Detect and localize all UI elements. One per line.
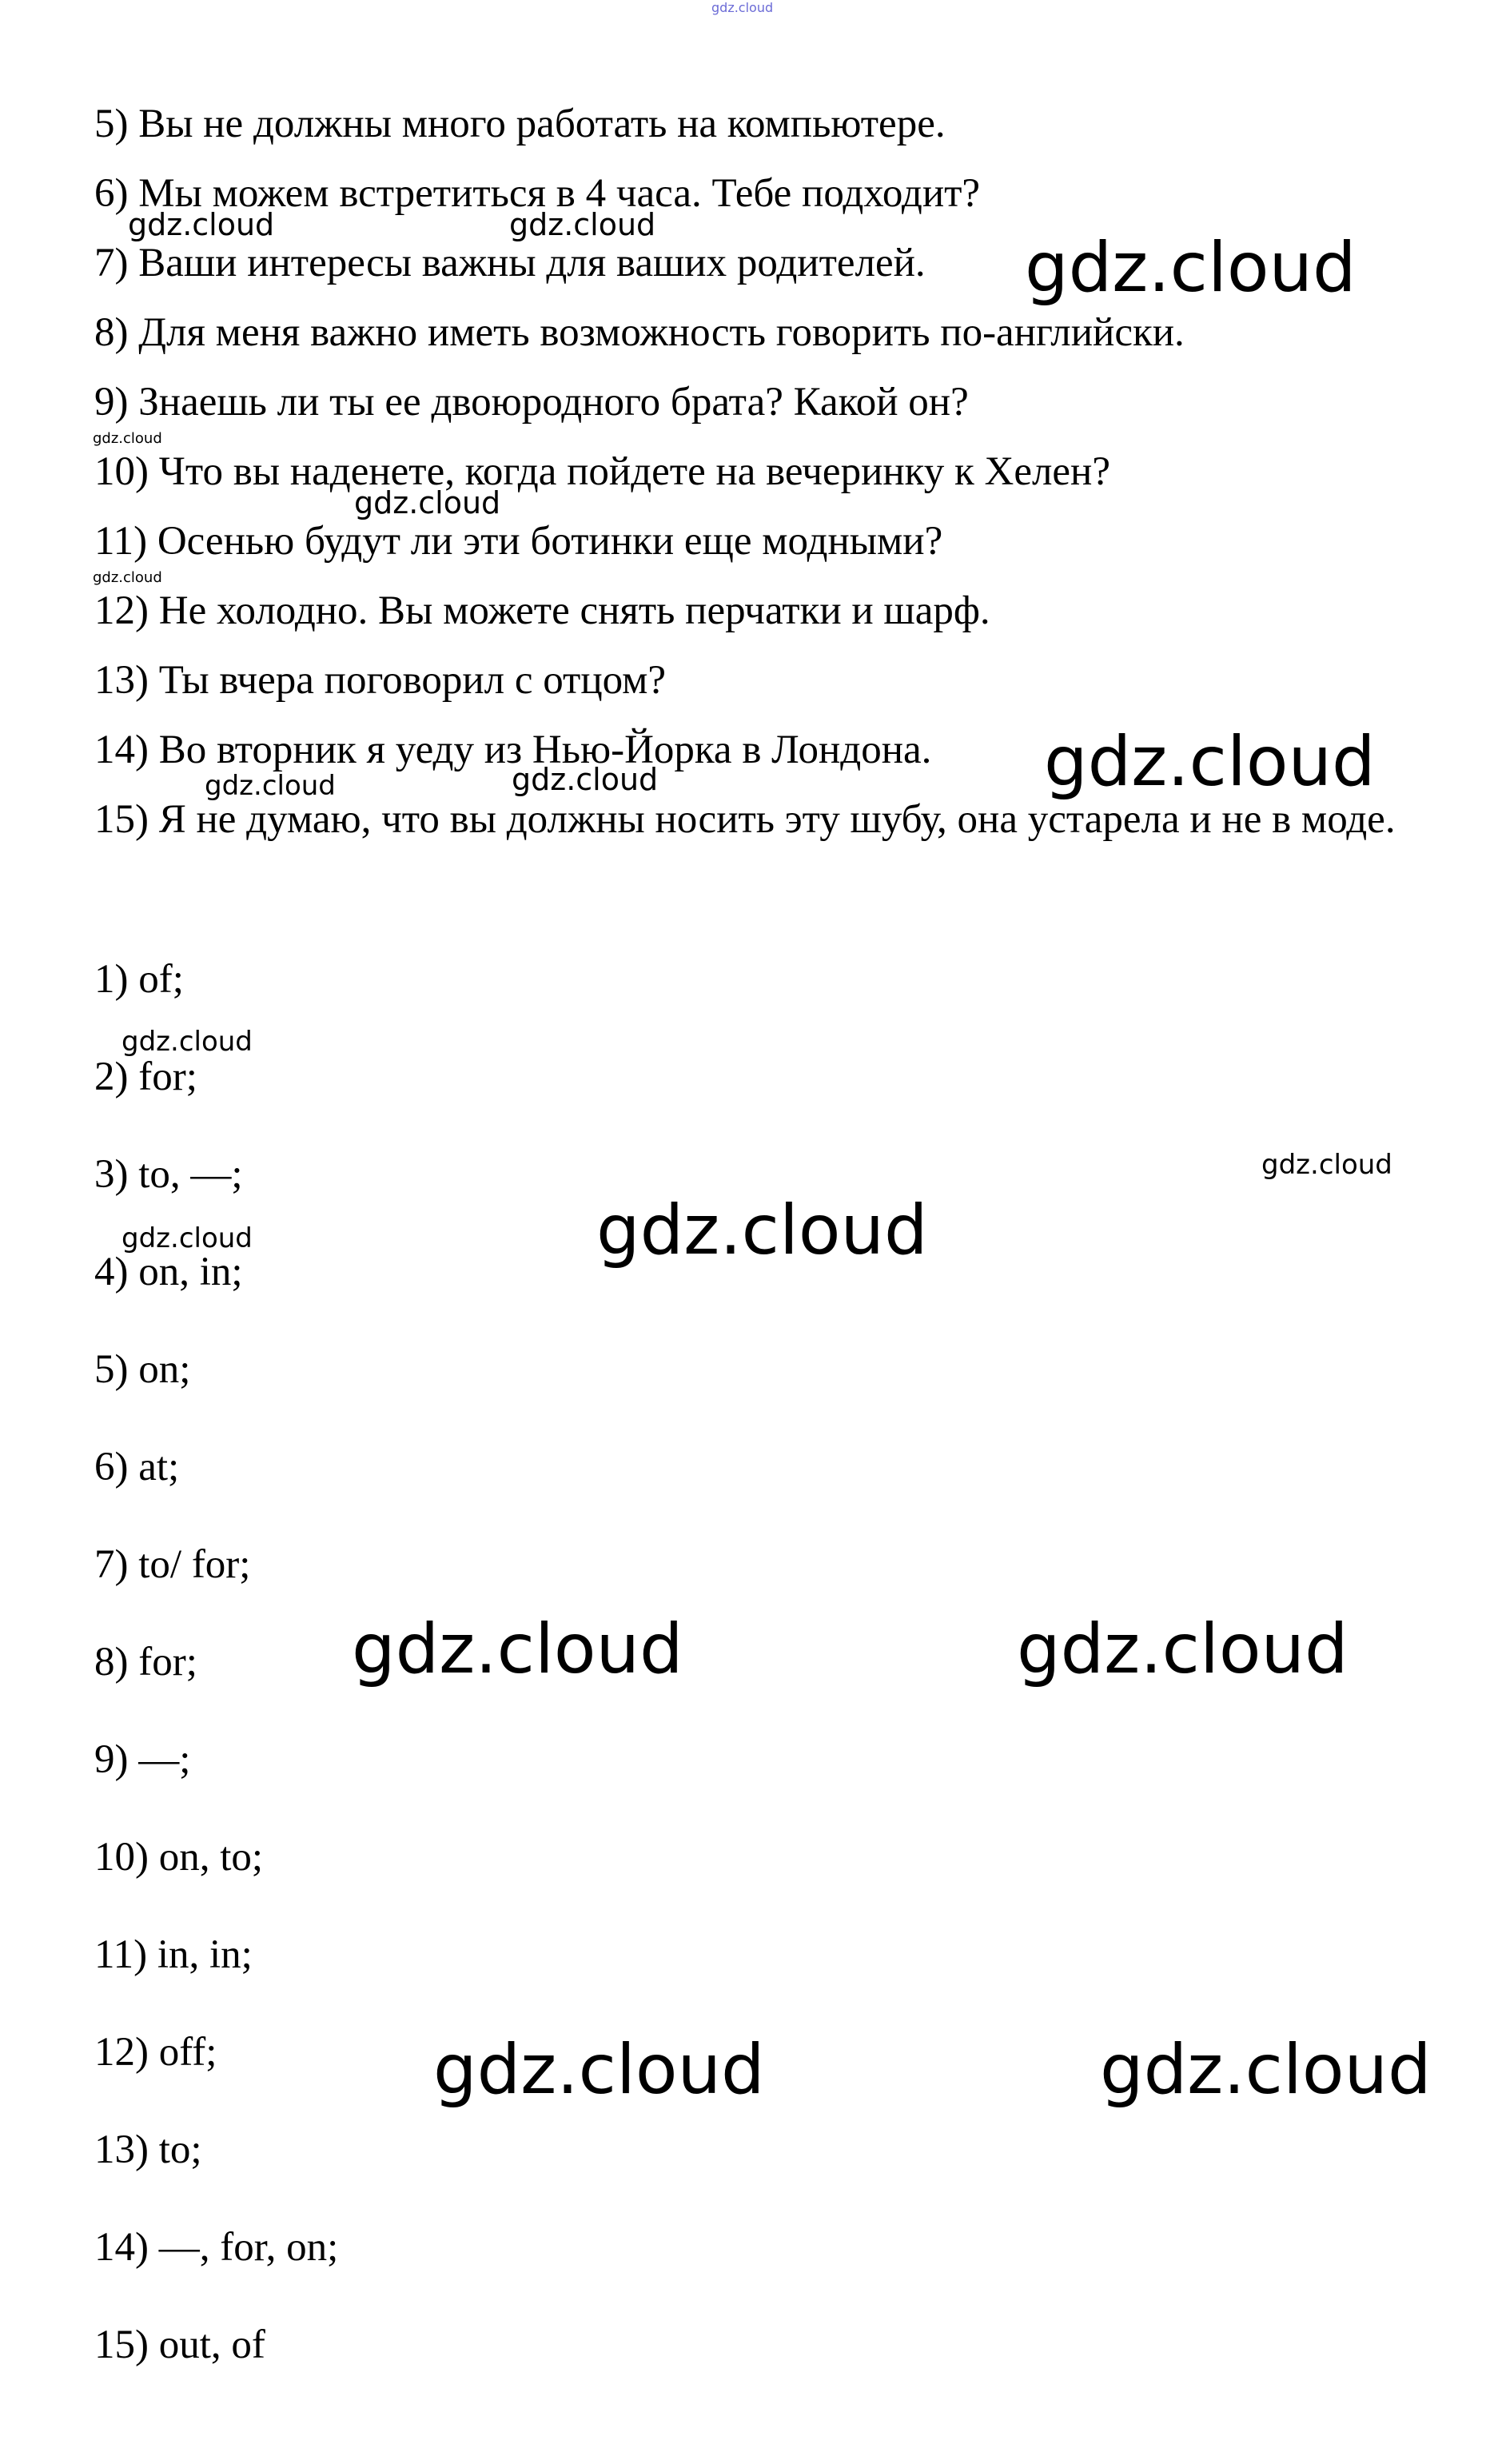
sentence-7: 7) Ваши интересы важны для ваших родителей. [94, 241, 926, 285]
sentence-11: 11) Осенью будут ли эти ботинки еще модными? [94, 519, 943, 564]
answer-8: 8) for; [94, 1640, 197, 1685]
watermark: gdz.cloud [1261, 1149, 1392, 1181]
answer-12: 12) off; [94, 2030, 217, 2075]
watermark: gdz.cloud [1100, 2030, 1432, 2110]
watermark: gdz.cloud [352, 1609, 683, 1689]
watermark: gdz.cloud [122, 1026, 253, 1058]
answer-7: 7) to/ for; [94, 1542, 251, 1587]
sentence-15: 15) Я не думаю, что вы должны носить эту шубу, она устарела и не в моде. [94, 797, 1396, 842]
watermark: gdz.cloud [1044, 722, 1376, 802]
watermark: gdz.cloud [509, 207, 656, 242]
watermark: gdz.cloud [128, 207, 275, 242]
answer-3: 3) to, —; [94, 1152, 243, 1197]
sentence-6: 6) Мы можем встретиться в 4 часа. Тебе подходит? [94, 171, 981, 216]
answer-14: 14) —, for, on; [94, 2225, 339, 2270]
watermark: gdz.cloud [512, 762, 659, 797]
answer-6: 6) at; [94, 1445, 180, 1489]
watermark: gdz.cloud [433, 2030, 765, 2110]
header-watermark: gdz.cloud [711, 0, 774, 15]
answer-1: 1) of; [94, 957, 184, 1002]
sentence-13: 13) Ты вчера поговорил с отцом? [94, 658, 667, 703]
answer-11: 11) in, in; [94, 1932, 253, 1977]
answer-15: 15) out, of [94, 2322, 265, 2367]
answer-4: 4) on, in; [94, 1250, 243, 1294]
sentence-10: 10) Что вы наденете, когда пойдете на вечеринку к Хелен? [94, 449, 1110, 494]
watermark: gdz.cloud [122, 1222, 253, 1254]
watermark: gdz.cloud [1025, 228, 1357, 308]
answer-5: 5) on; [94, 1347, 191, 1392]
sentence-8: 8) Для меня важно иметь возможность говорить по-английски. [94, 310, 1185, 355]
answer-2: 2) for; [94, 1055, 197, 1099]
sentence-12: 12) Не холодно. Вы можете снять перчатки и шарф. [94, 588, 990, 633]
watermark: gdz.cloud [93, 430, 162, 447]
watermark: gdz.cloud [1017, 1609, 1349, 1689]
watermark: gdz.cloud [596, 1190, 928, 1270]
sentence-9: 9) Знаешь ли ты ее двоюродного брата? Какой он? [94, 380, 969, 425]
sentence-5: 5) Вы не должны много работать на компьютере. [94, 102, 946, 146]
answer-9: 9) —; [94, 1737, 191, 1782]
watermark: gdz.cloud [93, 569, 162, 586]
watermark: gdz.cloud [205, 770, 336, 802]
answer-13: 13) to; [94, 2127, 202, 2172]
watermark: gdz.cloud [354, 485, 501, 520]
answer-10: 10) on, to; [94, 1835, 264, 1880]
sentence-14: 14) Во вторник я уеду из Нью-Йорка в Лондона. [94, 728, 932, 772]
